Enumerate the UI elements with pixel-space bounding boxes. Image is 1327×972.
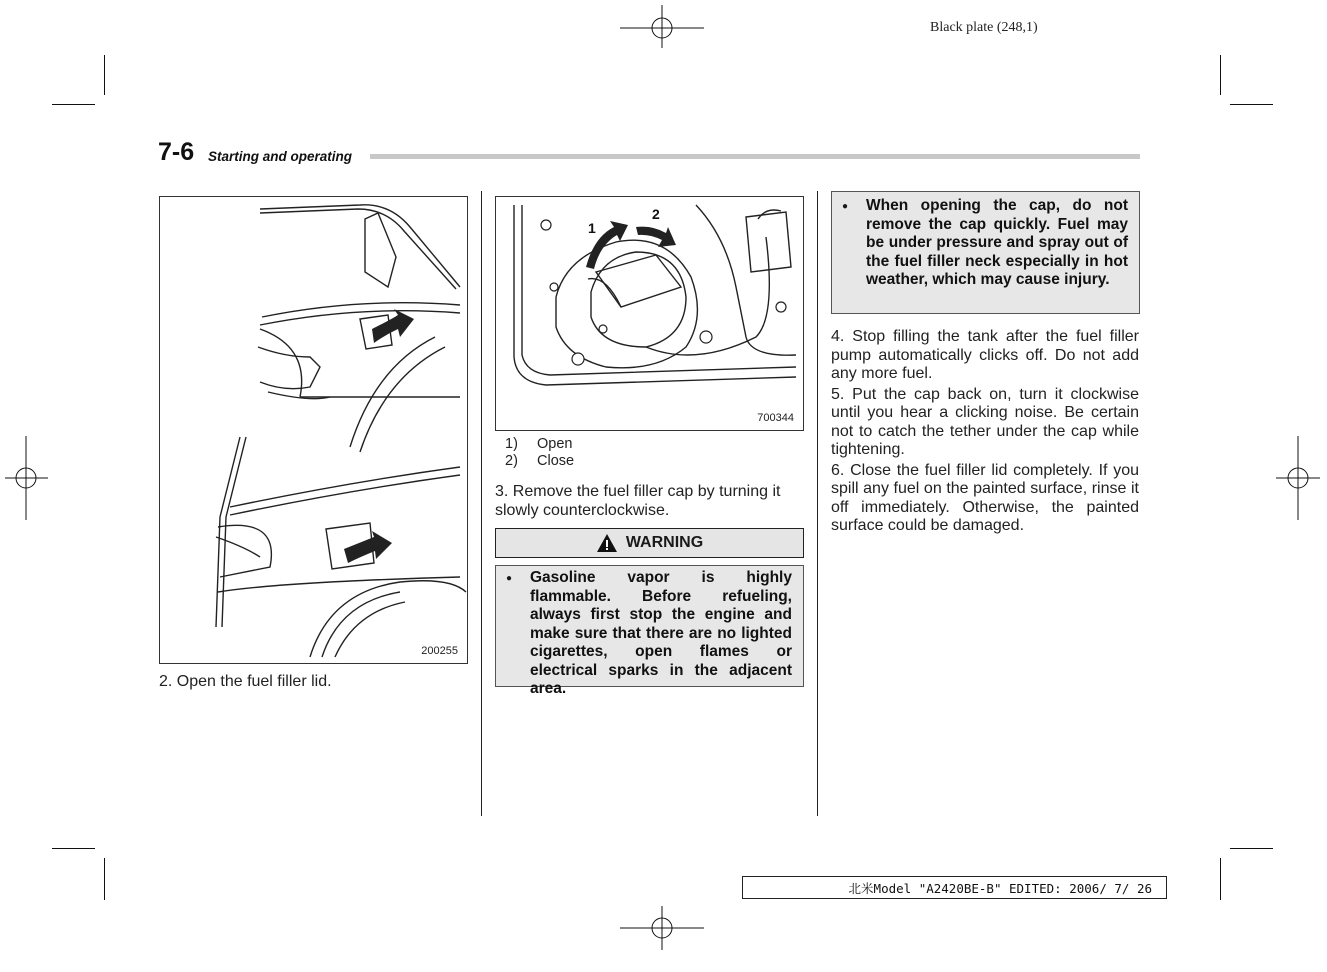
figure2-callout-2: 2: [652, 206, 660, 222]
step-5-text: 5. Put the cap back on, turn it clockwise until you hear a clicking noise. Be certain not to catch the tether under the cap while tightening.: [831, 385, 1139, 458]
figure-fuel-cap: [495, 196, 804, 431]
figure2-id: 700344: [757, 412, 794, 424]
figure2-legend: [505, 436, 574, 470]
caution-text: When opening the cap, do not remove the cap quickly. Fuel may be under pressure and spray out of the fuel filler neck especially in hot weather, which may cause injury.: [866, 197, 1128, 288]
warning-box: [495, 565, 804, 697]
registration-mark-top: [620, 0, 704, 84]
legend-item-open: 1) Open: [505, 436, 573, 452]
registration-mark-bottom: [620, 888, 704, 972]
caution-bullet: ●: [842, 201, 849, 212]
warning-title: WARNING: [625, 534, 704, 551]
legend-item-close: 2) Close: [505, 453, 575, 469]
figure2-callout-1: 1: [588, 220, 596, 236]
step-2-text: 2. Open the fuel filler lid.: [159, 673, 332, 690]
section-title: Starting and operating: [208, 149, 353, 164]
warning-text: Gasoline vapor is highly flammable. Before refueling, always first stop the engine and make sure that there are no lighted cigarettes, open flames or electrical sparks in the adjacent area.: [530, 569, 792, 697]
column-divider-2: [817, 191, 818, 816]
fuel-lid-illustration: [160, 197, 467, 663]
warning-bullet: ●: [506, 573, 513, 584]
footer-text: 北米Model "A2420BE-B" EDITED: 2006/ 7/ 26: [848, 881, 1152, 896]
caution-box: [831, 191, 1140, 314]
header-rule: [370, 154, 1140, 159]
warning-triangle-icon: [596, 533, 618, 553]
page-number: 7-6: [158, 138, 195, 166]
registration-mark-right: [1256, 436, 1327, 520]
figure-fuel-filler-lid: [159, 196, 468, 664]
page-header: [158, 138, 1140, 168]
plate-label: Black plate (248,1): [930, 20, 1038, 35]
figure1-id: 200255: [421, 645, 458, 657]
column-divider-1: [481, 191, 482, 816]
step-4-text: 4. Stop filling the tank after the fuel filler pump automatically clicks off. Do not add any more fuel.: [831, 328, 1139, 382]
warning-header: [495, 528, 804, 558]
fuel-cap-illustration: [496, 197, 803, 430]
step-3-text: 3. Remove the fuel filler cap by turning it slowly counterclockwise.: [495, 483, 781, 519]
footer-edition-box: [742, 876, 1167, 899]
registration-mark-left: [0, 436, 84, 520]
right-column-steps: [831, 328, 1139, 536]
step-6-text: 6. Close the fuel filler lid completely. If you spill any fuel on the painted surface, rinse it off immediately. Otherwise, the painted surface could be damaged.: [831, 461, 1139, 534]
